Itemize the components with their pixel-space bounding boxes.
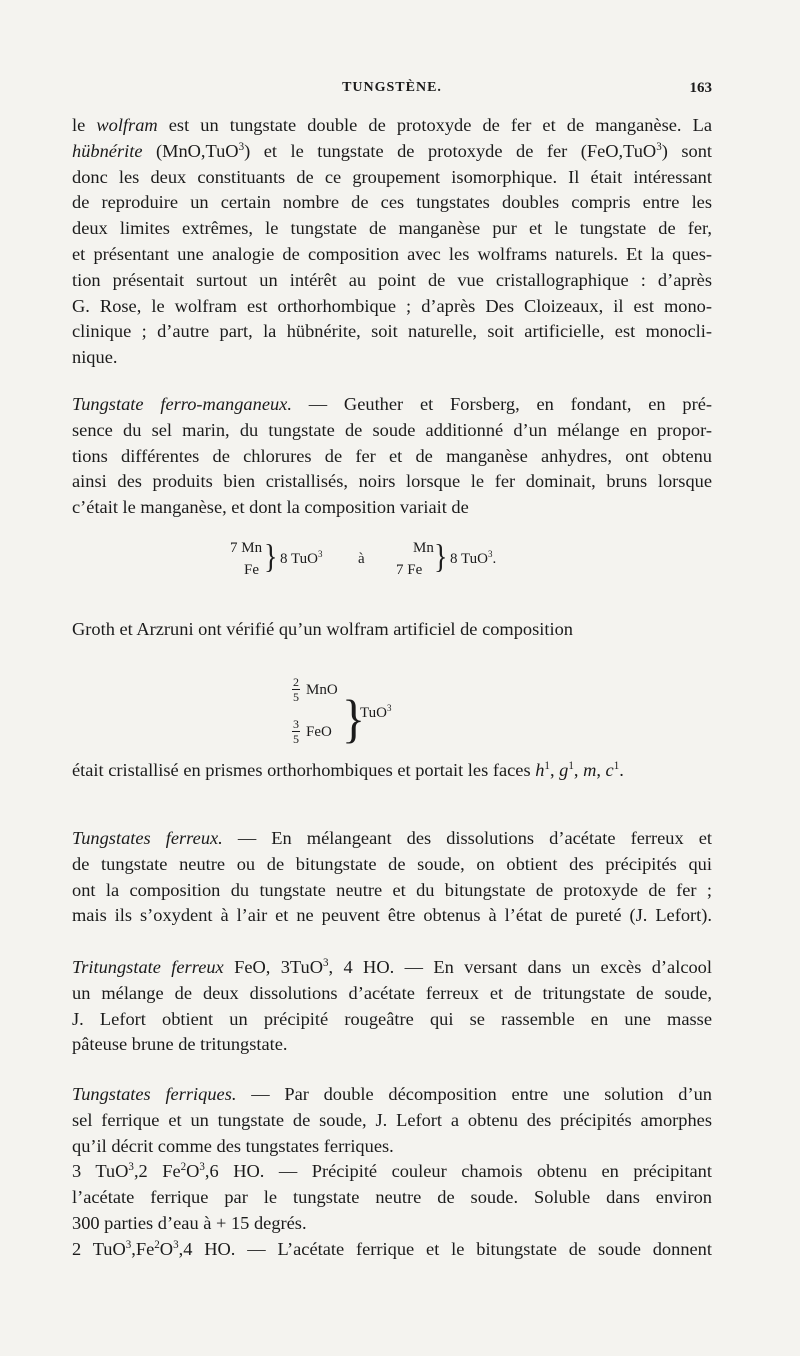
text-line: hübnérite (MnO,TuO$^3$) et le tungstate de protoxyde de fer (FeO,TuO$^3$) sont — [72, 140, 713, 161]
text-line: sence du sel marin, du tungstate de soude additionné d’un mélange en propor- — [72, 419, 712, 440]
paragraph-tritungstate — [72, 955, 712, 1058]
text-line: 3 TuO$^3$,2 $Fe^2O^3,6$ HO. — Précipité couleur chamois obtenu en précipitant — [72, 1161, 712, 1182]
brace: } — [264, 538, 278, 576]
text-line: de tungstate neutre ou de bitungstate de soude, on obtient des précipités qui — [72, 853, 712, 874]
text-line: le wolfram est un tungstate double de protoxyde de fer et de manganèse. La — [72, 115, 712, 135]
paragraph-tungstates-ferreux — [72, 826, 712, 929]
formula-term: 8 TuO$^3$. — [450, 549, 497, 567]
text-line: pâteuse brune de tritungstate. — [72, 1034, 288, 1055]
text-line: clinique ; d’autre part, la hübnérite, soit naturelle, soit artificielle, est monocli- — [72, 321, 712, 342]
text-line: Tritungstate ferreux FeO, 3TuO$^3$, 4 HO. — En versant dans un excès d’alcool — [72, 956, 712, 977]
running-title: TUNGSTÈNE. — [342, 80, 442, 95]
text-line: 300 parties d’eau à + 15 degrés. — [72, 1212, 307, 1233]
formula-composition-range — [230, 538, 550, 592]
text-line: et présentant une analogie de composition avec les wolframs naturels. Et la ques- — [72, 243, 712, 264]
text-line: Tungstates ferreux. — En mélangeant des dissolutions d’acétate ferreux et — [72, 828, 712, 848]
text-line: 2 $TuO^3,Fe^2O^3,4$ HO. — L’acétate ferrique et le bitungstate de soude donnent — [72, 1238, 712, 1259]
formula-term: 7 Mn — [230, 540, 263, 556]
text-line: tions différentes de chlorures de fer et de manganèse anhydres, ont obtenu — [72, 445, 712, 466]
text-line: ont la composition du tungstate neutre et du bitungstate de protoxyde de fer ; — [72, 879, 712, 900]
text-line: qu’il décrit comme des tungstates ferriques. — [72, 1135, 394, 1156]
text-line: de reproduire un certain nombre de ces tungstates doubles compris entre les — [72, 192, 712, 213]
text-line: donc les deux constituants de ce groupement isomorphique. Il était intéressant — [72, 166, 712, 187]
formula-term: TuO$^3$ — [360, 703, 392, 721]
paragraph-wolfram — [72, 113, 712, 371]
fraction: 3 5 — [293, 717, 299, 746]
text-line: l’acétate ferrique par le tungstate neutre de soude. Soluble dans environ — [72, 1187, 712, 1208]
formula-term: 8 TuO$^3$ — [280, 549, 323, 567]
text-line: Groth et Arzruni ont vérifié qu’un wolfram artificiel de composition — [72, 619, 574, 639]
text-line: deux limites extrêmes, le tungstate de manganèse pur et le tungstate de fer, — [72, 218, 712, 239]
paragraph-tungstates-ferriques — [72, 1082, 712, 1263]
page-number: 163 — [689, 80, 712, 96]
section-heading: Tungstate ferro-manganeux. — [72, 394, 292, 414]
formula-term: FeO — [306, 724, 332, 740]
text-line: tion présentait surtout un intérêt au point de vue cristallographique : d’après — [72, 269, 712, 290]
paragraph-groth — [72, 617, 712, 643]
formula-term: Mn — [413, 540, 434, 556]
text-line: Tungstate ferro-manganeux. — Geuther et Forsberg, en fondant, en pré- — [72, 394, 712, 414]
text-line: était cristallisé en prismes orthorhombiques et portait les faces $h^1$, $g^1$, m, $c^1$. — [72, 759, 624, 780]
text-line: G. Rose, le wolfram est orthorhombique ; d’après Des Cloizeaux, il est mono- — [72, 295, 712, 316]
text-line: ainsi des produits bien cristallisés, noirs lorsque le fer dominait, bruns lorsque — [72, 471, 712, 492]
text-line: sel ferrique et un tungstate de soude, J. Lefort a obtenu des précipités amorphes — [72, 1109, 712, 1130]
formula-term: MnO — [306, 682, 338, 698]
formula-term: 7 Fe — [396, 562, 423, 578]
text-line: c’était le manganèse, et dont la composition variait de — [72, 497, 469, 518]
text-line: un mélange de deux dissolutions d’acétate ferreux et de tritungstate de soude, — [72, 982, 712, 1003]
text-line: J. Lefort obtient un précipité rougeâtre qui se rassemble en une masse — [72, 1008, 712, 1029]
section-heading: Tungstates ferreux. — [72, 828, 223, 848]
formula-term: Fe — [244, 562, 259, 578]
formula-wolfram-composition — [290, 676, 430, 762]
paragraph-ferro-manganeux — [72, 392, 712, 521]
page-header — [72, 80, 712, 104]
section-heading: Tritungstate ferreux — [72, 957, 224, 977]
paragraph-faces — [72, 758, 712, 784]
formula-connector: à — [358, 551, 365, 567]
text-line: mais ils s’oxydent à l’air et ne peuvent être obtenus à l’état de pureté (J. Lefort). — [72, 905, 712, 926]
text-line: nique. — [72, 347, 118, 368]
brace: } — [434, 538, 448, 576]
text-line: Tungstates ferriques. — Par double décomposition entre une solution d’un — [72, 1084, 713, 1104]
fraction: 2 5 — [293, 675, 299, 704]
section-heading: Tungstates ferriques. — [72, 1084, 237, 1104]
brace: } — [342, 690, 366, 749]
